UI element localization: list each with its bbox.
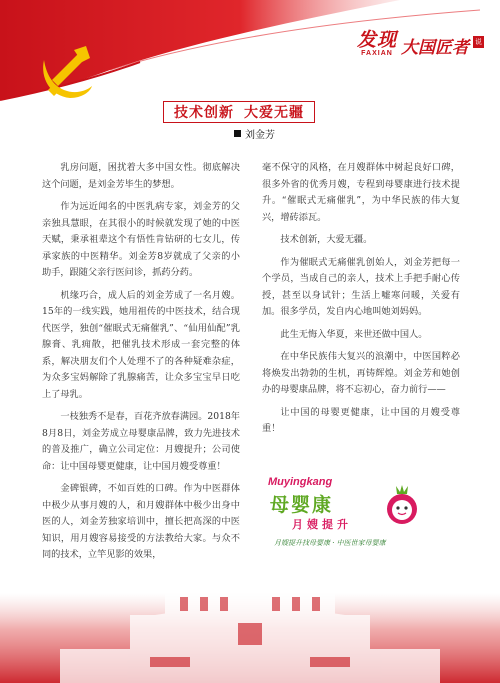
column-brand bbox=[357, 30, 484, 58]
paragraph: 作为远近闻名的中医乳病专家，刘金芳的父亲独具慧眼，在其很小的时候就发现了她的中医天赋，秉承祖辈这个有悟性肯钻研的七女儿，传承家族的中医精华。刘金芳8岁就成了父亲的小助手，跟随父亲行医问诊，抓药分药。 bbox=[42, 201, 240, 278]
brand-subtitle: FAXIAN bbox=[361, 50, 393, 57]
brand-tagline: 大国匠者 bbox=[401, 38, 469, 58]
left-column bbox=[42, 160, 240, 570]
brand-title: 发现 bbox=[356, 29, 397, 51]
title-part-2: 大爱无疆 bbox=[244, 105, 304, 121]
paragraph: 让中国的母婴更健康，让中国的月嫂受尊重！ bbox=[262, 406, 460, 434]
paragraph: 乳房问题，困扰着大多中国女性。彻底解决这个问题，是刘金芳毕生的梦想。 bbox=[42, 162, 240, 190]
paragraph: 一枝独秀不是春，百花齐放春满园。2018年8月8日，刘金芳成立母婴康品牌，致力先进技术的普及推广，确立公司定位：月嫂提升；公司使命：让中国母婴更健康，让中国月嫂受尊重！ bbox=[42, 411, 240, 472]
paragraph: 毫不保守的风格，在月嫂群体中树起良好口碑，很多外省的优秀月嫂，专程到母婴康进行技术提升。“催眠式无痛催乳”，为中华民族的伟大复兴，增砖添瓦。 bbox=[262, 162, 460, 223]
right-column bbox=[262, 160, 460, 444]
author-line bbox=[234, 126, 275, 141]
party-emblem-icon bbox=[30, 40, 100, 110]
brand-badge: 说 bbox=[475, 38, 482, 46]
paragraph: 在中华民族伟大复兴的浪潮中，中医国粹必将焕发出勃勃的生机，再铸辉煌。刘金芳和她创办的母婴康品牌，将不忘初心，奋力前行—— bbox=[262, 351, 460, 395]
logo-slogan: 月嫂提升找母婴康 · 中医世家母婴康 bbox=[274, 539, 386, 547]
paragraph: 机缘巧合，成人后的刘金芳成了一名月嫂。15年的一线实践，她用祖传的中医技术，结合现代医学，独创“催眠式无痛催乳”、“仙用仙配”乳腺膏、乳痈散，把催乳技术形成一套完整的体系，解决朋友们个人处理不了的各种疑难杂症，为众多宝妈解除了乳腺痛苦，让众多宝宝早日吃上了母乳。 bbox=[42, 289, 240, 400]
muyingkang-logo bbox=[262, 476, 460, 552]
title-part-1: 技术创新 bbox=[174, 105, 234, 121]
logo-english: Muyingkang bbox=[268, 476, 333, 488]
paragraph: 技术创新，大爱无疆。 bbox=[280, 234, 373, 245]
gate-tower-illustration bbox=[0, 553, 500, 683]
author-name: 刘金芳 bbox=[245, 130, 275, 141]
logo-chinese: 母婴康 bbox=[270, 494, 334, 516]
logo-subtitle: 月嫂提升 bbox=[292, 518, 352, 531]
paragraph: 金碑银碑，不如百姓的口碑。作为中医群体中极少从事月嫂的人，和月嫂群体中极少出身中医的人，刘金芳独家培训中，擅长把高深的中医知识，用月嫂容易接受的方法教给大家。与众不同的技术，立竿见影的效果， bbox=[42, 483, 240, 560]
paragraph: 此生无悔入华夏，来世还做中国人。 bbox=[280, 328, 428, 340]
article-title bbox=[163, 101, 315, 123]
pomegranate-mascot-icon bbox=[382, 482, 422, 528]
paragraph: 作为催眠式无痛催乳创始人，刘金芳把每一个学员，当成自己的亲人，技术上手把手耐心传授，甚至以身试针；生活上嘘寒问暖，关爱有加。很多学员，发自内心地叫她刘妈妈。 bbox=[262, 256, 460, 317]
square-bullet-icon bbox=[234, 130, 241, 137]
